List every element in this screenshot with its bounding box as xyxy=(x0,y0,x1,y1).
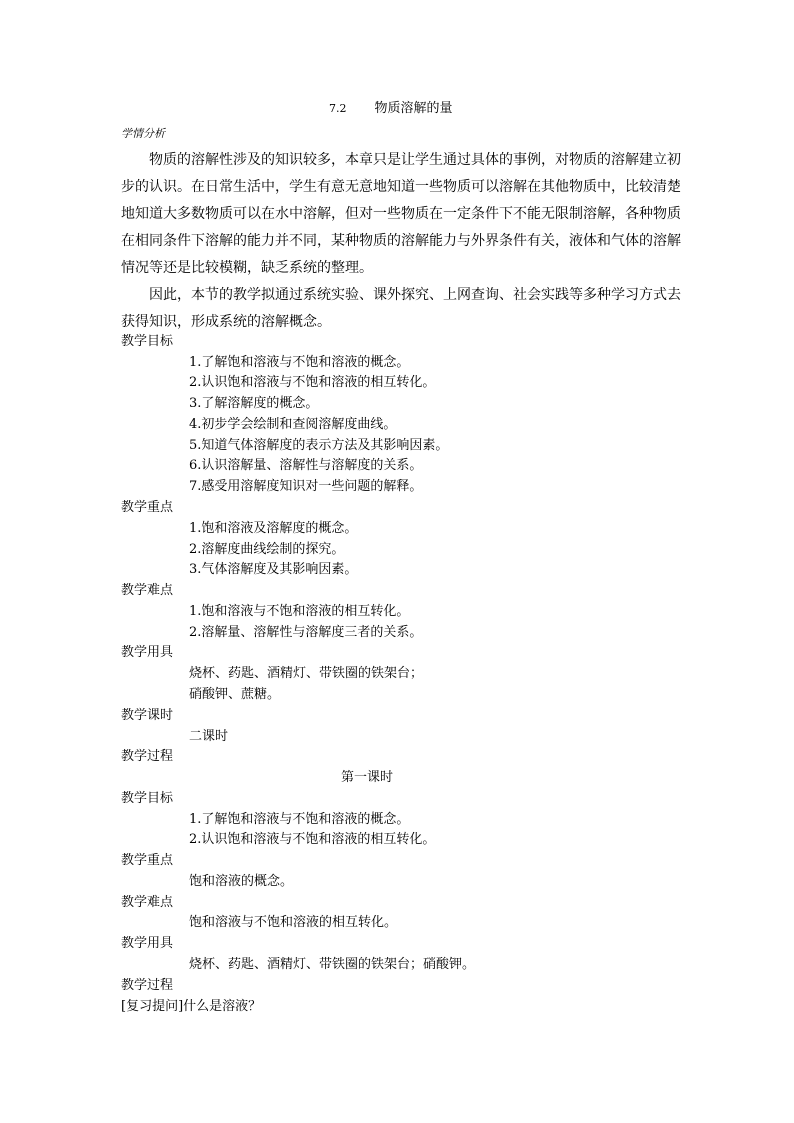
process-heading: 教学过程 xyxy=(121,749,174,764)
hours-value: 二课时 xyxy=(189,729,229,744)
lesson1-key-value: 饱和溶液的概念。 xyxy=(189,874,294,889)
lesson1-objective-item: 1.了解饱和溶液与不饱和溶液的概念。 xyxy=(189,812,410,827)
analysis-para1-line: 物质的溶解性涉及的知识较多，本章只是让学生通过具体的事例，对物质的溶解建立初 xyxy=(149,152,681,168)
lesson1-tools-heading: 教学用具 xyxy=(121,936,174,951)
section-number: 7.2 xyxy=(329,102,347,115)
objective-item: 3.了解溶解度的概念。 xyxy=(189,396,319,411)
lesson1-process-heading: 教学过程 xyxy=(121,978,174,993)
tools-heading: 教学用具 xyxy=(121,645,174,660)
analysis-para2-line: 获得知识，形成系统的溶解概念。 xyxy=(121,314,331,330)
analysis-para1-line: 在相同条件下溶解的能力并不同，某种物质的溶解能力与外界条件有关，液体和气体的溶解 xyxy=(121,233,681,249)
analysis-para1-line: 步的认识。在日常生活中，学生有意无意地知道一些物质可以溶解在其他物质中，比较清楚 xyxy=(121,179,681,195)
page-title xyxy=(329,101,453,117)
hours-heading: 教学课时 xyxy=(121,708,174,723)
lesson1-objectives-heading: 教学目标 xyxy=(121,791,174,806)
analysis-para1-line: 情况等还是比较模糊，缺乏系统的整理。 xyxy=(121,260,373,276)
tool-item: 烧杯、药匙、酒精灯、带铁圈的铁架台； xyxy=(189,666,424,681)
objective-item: 7.感受用溶解度知识对一些问题的解释。 xyxy=(189,479,423,494)
objectives-heading: 教学目标 xyxy=(121,334,174,349)
lesson1-difficulty-value: 饱和溶液与不饱和溶液的相互转化。 xyxy=(189,915,398,930)
analysis-heading: 学情分析 xyxy=(121,127,165,140)
key-point-item: 3.气体溶解度及其影响因素。 xyxy=(189,562,358,577)
objective-item: 5.知道气体溶解度的表示方法及其影响因素。 xyxy=(189,438,449,453)
objective-item: 2.认识饱和溶液与不饱和溶液的相互转化。 xyxy=(189,375,436,390)
lesson1-review-question: [复习提问]什么是溶液？ xyxy=(121,999,262,1014)
section-title: 物质溶解的量 xyxy=(374,101,453,116)
key-points-heading: 教学重点 xyxy=(121,500,174,515)
key-point-item: 2.溶解度曲线绘制的探究。 xyxy=(189,542,345,557)
analysis-para1-line: 地知道大多数物质可以在水中溶解，但对一些物质在一定条件下不能无限制溶解，各种物质 xyxy=(121,206,681,222)
lesson1-key-heading: 教学重点 xyxy=(121,853,174,868)
difficulties-heading: 教学难点 xyxy=(121,583,174,598)
objective-item: 1.了解饱和溶液与不饱和溶液的概念。 xyxy=(189,355,410,370)
tool-item: 硝酸钾、蔗糖。 xyxy=(189,687,281,702)
key-point-item: 1.饱和溶液及溶解度的概念。 xyxy=(189,521,358,536)
lesson1-difficulty-heading: 教学难点 xyxy=(121,895,174,910)
lesson1-objective-item: 2.认识饱和溶液与不饱和溶液的相互转化。 xyxy=(189,832,436,847)
analysis-para2-line: 因此，本节的教学拟通过系统实验、课外探究、上网查询、社会实践等多种学习方式去 xyxy=(149,287,681,303)
difficulty-item: 1.饱和溶液与不饱和溶液的相互转化。 xyxy=(189,604,410,619)
lesson1-title: 第一课时 xyxy=(341,770,394,785)
objective-item: 4.初步学会绘制和查阅溶解度曲线。 xyxy=(189,417,397,432)
objective-item: 6.认识溶解量、溶解性与溶解度的关系。 xyxy=(189,458,423,473)
difficulty-item: 2.溶解量、溶解性与溶解度三者的关系。 xyxy=(189,625,423,640)
lesson1-tools-value: 烧杯、药匙、酒精灯、带铁圈的铁架台；硝酸钾。 xyxy=(189,957,476,972)
